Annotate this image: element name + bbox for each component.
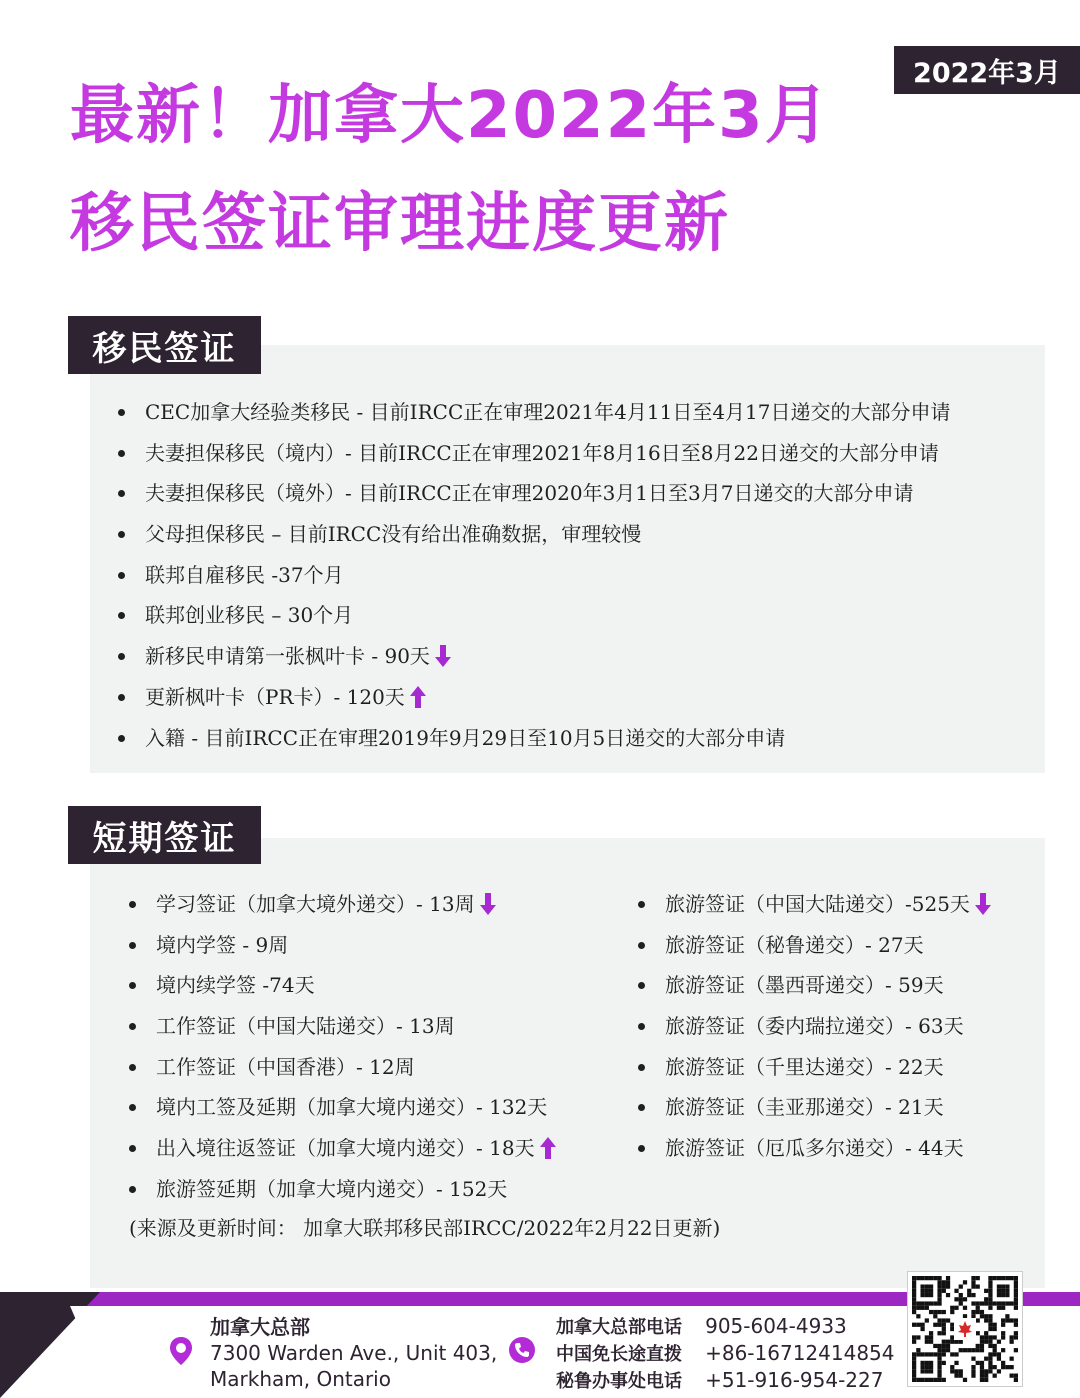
immigration-list	[118, 392, 951, 758]
list-item-text: 境内学签 - 9周	[156, 932, 289, 957]
list-item	[118, 433, 951, 474]
list-item	[638, 884, 992, 925]
date-badge: 2022年3月	[894, 46, 1080, 94]
hq-label: 加拿大总部	[210, 1315, 310, 1339]
list-item-text: 工作签证（中国香港）- 12周	[156, 1054, 415, 1079]
list-item-text: 旅游签证（委内瑞拉递交）- 63天	[665, 1014, 964, 1039]
arrow-down-icon	[974, 892, 992, 916]
arrow-down-icon	[479, 892, 497, 916]
list-item	[118, 392, 951, 433]
list-item	[118, 473, 951, 514]
phone-icon	[508, 1336, 536, 1364]
list-item	[638, 1128, 992, 1169]
list-item-text: 夫妻担保移民（境外）- 目前IRCC正在审理2020年3月1日至3月7日递交的大部分申请	[145, 481, 914, 506]
contact-row	[556, 1367, 895, 1394]
list-item-text: 工作签证（中国大陆递交）- 13周	[156, 1014, 455, 1039]
list-item-text: 更新枫叶卡（PR卡）- 120天	[145, 684, 405, 709]
list-item	[118, 718, 951, 759]
list-item	[129, 1087, 557, 1128]
immigration-section-label: 移民签证	[68, 316, 261, 374]
list-item-text: 联邦创业移民 – 30个月	[145, 603, 354, 628]
list-item	[118, 636, 951, 677]
contact-number[interactable]: 905-604-4933	[705, 1314, 847, 1338]
list-item-text: 旅游签证（秘鲁递交）- 27天	[665, 932, 924, 957]
list-item	[129, 1006, 557, 1047]
short-term-list-right	[638, 884, 992, 1169]
contact-label: 加拿大总部电话	[556, 1317, 682, 1338]
contact-row	[556, 1340, 895, 1367]
page-title-line2: 移民签证审理进度更新	[70, 187, 730, 261]
list-item-text: 旅游签证（厄瓜多尔递交）- 44天	[665, 1136, 964, 1161]
contact-label: 秘鲁办事处电话	[556, 1371, 682, 1392]
contact-block	[556, 1313, 895, 1394]
list-item-text: 学习签证（加拿大境外递交）- 13周	[156, 892, 475, 916]
list-item-text: 联邦自雇移民 -37个月	[145, 562, 344, 587]
address-line-1: 7300 Warden Ave., Unit 403,	[210, 1341, 498, 1365]
arrow-up-icon	[409, 685, 427, 709]
footer-white-wedge	[70, 1306, 110, 1398]
contact-row	[556, 1313, 895, 1340]
list-item	[129, 884, 557, 925]
list-item	[129, 1169, 557, 1210]
list-item-text: 旅游签证（中国大陆递交）-525天	[665, 892, 970, 916]
list-item-text: 旅游签延期（加拿大境内递交）- 152天	[156, 1176, 508, 1201]
short-term-list-left	[129, 884, 557, 1210]
arrow-up-icon	[539, 1136, 557, 1160]
list-item-text: 夫妻担保移民（境内）- 目前IRCC正在审理2021年8月16日至8月22日递交的大部分申请	[145, 440, 939, 465]
address-line-2: Markham, Ontario	[210, 1367, 391, 1391]
list-item-text: 入籍 - 目前IRCC正在审理2019年9月29日至10月5日递交的大部分申请	[145, 725, 786, 750]
list-item	[118, 514, 951, 555]
contact-number[interactable]: +51-916-954-227	[705, 1368, 884, 1392]
list-item	[638, 1087, 992, 1128]
list-item	[129, 1128, 557, 1169]
list-item	[118, 555, 951, 596]
list-item	[129, 965, 557, 1006]
source-note: (来源及更新时间： 加拿大联邦移民部IRCC/2022年2月22日更新)	[129, 1216, 721, 1240]
list-item	[118, 595, 951, 636]
list-item-text: 出入境往返签证（加拿大境内递交）- 18天	[156, 1136, 535, 1161]
list-item	[638, 1047, 992, 1088]
contact-label: 中国免长途直拨	[556, 1344, 682, 1365]
list-item-text: 境内工签及延期（加拿大境内递交）- 132天	[156, 1095, 548, 1120]
qr-code-icon[interactable]	[908, 1272, 1022, 1386]
list-item-text: 父母担保移民 – 目前IRCC没有给出准确数据，审理较慢	[145, 522, 642, 547]
list-item-text: 新移民申请第一张枫叶卡 - 90天	[145, 644, 430, 669]
short-term-section-label: 短期签证	[68, 806, 261, 864]
list-item	[129, 925, 557, 966]
list-item	[638, 965, 992, 1006]
list-item-text: 境内续学签 -74天	[156, 973, 315, 998]
page-title-line1: 最新！加拿大2022年3月	[70, 79, 831, 153]
list-item-text: 旅游签证（圭亚那递交）- 21天	[665, 1095, 944, 1120]
list-item	[638, 1006, 992, 1047]
location-pin-icon	[168, 1336, 194, 1366]
arrow-down-icon	[434, 644, 452, 668]
list-item	[638, 925, 992, 966]
list-item-text: 旅游签证（千里达递交）- 22天	[665, 1054, 944, 1079]
list-item	[118, 677, 951, 718]
contact-number[interactable]: +86-16712414854	[705, 1341, 895, 1365]
list-item	[129, 1047, 557, 1088]
address-block	[210, 1314, 497, 1392]
list-item-text: CEC加拿大经验类移民 - 目前IRCC正在审理2021年4月11日至4月17日递交的大部分申请	[145, 400, 951, 424]
list-item-text: 旅游签证（墨西哥递交）- 59天	[665, 973, 944, 998]
